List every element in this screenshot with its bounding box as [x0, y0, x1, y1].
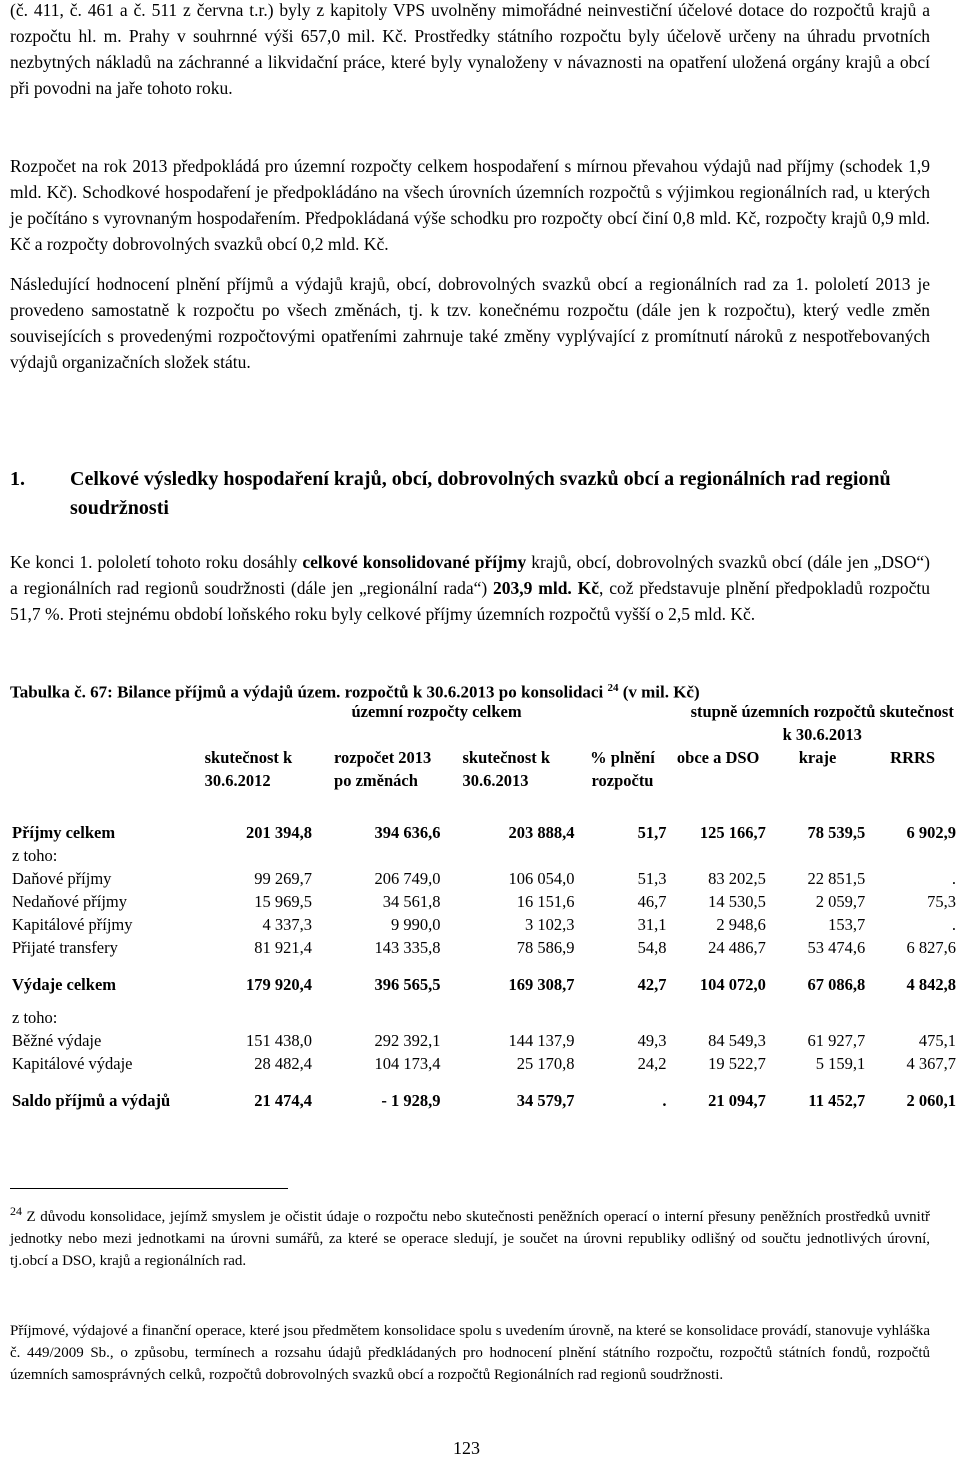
text-run: krajů, obcí, dobrovolných svazků obcí (dále jen „DSO“) a regionálních rad regionů soudržnosti (dále jen „regionální rada“) [10, 552, 930, 598]
table-cell: 3 102,3 [525, 915, 575, 934]
row-label: z toho: [12, 846, 58, 865]
table-cell [768, 996, 867, 1029]
table-cell: 394 636,6 [374, 823, 441, 842]
table-cell: . [951, 869, 956, 888]
table-caption-unit: (v mil. Kč) [618, 682, 700, 702]
table-cell: 5 159,1 [815, 1054, 866, 1073]
table-row [10, 1052, 958, 1075]
table-cell: 51,3 [637, 869, 667, 888]
table-cell: 46,7 [637, 892, 667, 911]
table-cell: 31,1 [637, 915, 667, 934]
footnote-number: 24 [10, 1204, 22, 1218]
table-row [10, 959, 958, 996]
row-label: Daňové příjmy [12, 869, 112, 888]
table-cell: 78 539,5 [807, 823, 866, 842]
table-cell [668, 996, 767, 1029]
table-cell: 25 170,8 [516, 1054, 575, 1073]
table-cell: 21 094,7 [708, 1091, 766, 1110]
table-cell: 206 749,0 [374, 869, 441, 888]
row-label: z toho: [12, 1008, 58, 1027]
paragraph-flood-subsidies: (č. 411, č. 461 a č. 511 z června t.r.) byly z kapitoly VPS uvolněny mimořádné neinvestiční účelové dotace do rozpočtů krajů a rozpočtu hl. m. Prahy v souhrnné výši 657,0 mil. Kč. Prostředky státního rozpočtu byly účelově určeny na úhradu prvotních nezbytných nákladů na záchranné a likvidační práce, které byly vynaloženy v návaznosti na opatření uložená orgány krajů a obcí při povodni na jaře tohoto roku. [10, 0, 930, 98]
table-cell: 143 335,8 [374, 938, 441, 957]
table-row [10, 913, 958, 936]
col-header: % plnění rozpočtu [590, 748, 655, 790]
row-label: Kapitálové výdaje [12, 1054, 133, 1073]
table-cell: 53 474,6 [807, 938, 866, 957]
table-cell: 67 086,8 [807, 975, 866, 994]
table-cell [205, 996, 314, 1029]
table-body [10, 821, 958, 1112]
text-run-bold: celkové konsolidované příjmy [302, 552, 527, 572]
table-cell: 54,8 [637, 938, 667, 957]
table-cell: 19 522,7 [708, 1054, 766, 1073]
table-cell: 2 060,1 [906, 1091, 956, 1110]
text-run: Ke konci 1. pololetí tohoto roku dosáhly [10, 552, 303, 572]
table-cell: 2 059,7 [815, 892, 866, 911]
footnote-text: Z důvodu konsolidace, jejímž smyslem je očistit údaje o rozpočtu nebo skutečnosti peněžních operací o interní přesuny peněžních prostředků uvnitř jednotky nebo mezi jednotkami na úrovni sumářů, za které se operace sledují, je součet na úrovni republiky odlišný od součtu jednotlivých úrovní, tj.obcí a DSO, krajů a regionálních rad. [10, 1209, 930, 1269]
col-header: obce a DSO [676, 748, 760, 767]
table-cell: 75,3 [927, 892, 956, 911]
table-cell: 6 902,9 [906, 823, 956, 842]
table-cell: 51,7 [637, 823, 667, 842]
table-cell: 9 990,0 [391, 915, 441, 934]
table-cell: 2 948,6 [716, 915, 766, 934]
table-cell: 125 166,7 [699, 823, 766, 842]
table-cell: 34 579,7 [516, 1091, 575, 1110]
table-cell: 475,1 [918, 1031, 956, 1050]
table-cell: 21 474,4 [254, 1091, 313, 1110]
row-label: Nedaňové příjmy [12, 892, 128, 911]
table-cell: 4 367,7 [906, 1054, 956, 1073]
table-cell [577, 996, 669, 1029]
table-cell [768, 844, 867, 867]
balance-table [10, 700, 958, 1112]
table-cell: 4 337,3 [262, 915, 313, 934]
table-cell: 83 202,5 [708, 869, 766, 888]
table-cell: 24,2 [637, 1054, 667, 1073]
table-cell: 99 269,7 [254, 869, 313, 888]
table-column-header [10, 746, 958, 821]
paragraph-evaluation-note: Následující hodnocení plnění příjmů a výdajů krajů, obcí, dobrovolných svazků obcí a regionálních rad za 1. pololetí 2013 je provedeno samostatně k rozpočtu po všech změnách, tj. k tzv. konečnému rozpočtu (dále jen k rozpočtu), který vedle změn souvisejících s provedenými rozpočtovými opatřeními zahrnuje také změny vyplývající z promítnutí nároků z nespotřebovaných výdajů organizačních složek státu. [10, 274, 930, 372]
section-title: Celkové výsledky hospodaření krajů, obcí, dobrovolných svazků obcí a regionálních rad regionů soudržnosti [70, 468, 891, 519]
table-cell: 34 561,8 [382, 892, 441, 911]
row-label: Kapitálové příjmy [12, 915, 133, 934]
table-cell: 15 969,5 [254, 892, 313, 911]
table-cell [314, 844, 443, 867]
table-cell: 106 054,0 [508, 869, 575, 888]
col-header: skutečnost k 30.6.2012 [204, 748, 293, 790]
table-row [10, 821, 958, 844]
footnote-separator [10, 1188, 288, 1189]
table-cell: 16 151,6 [516, 892, 575, 911]
table-cell: . [662, 1091, 667, 1110]
table-cell: 49,3 [637, 1031, 667, 1050]
table-cell: - 1 928,9 [381, 1091, 441, 1110]
text-run-bold: 203,9 mld. Kč [493, 578, 600, 598]
table-row [10, 890, 958, 913]
table-row [10, 1075, 958, 1112]
table-cell: 169 308,7 [508, 975, 575, 994]
section-number: 1. [10, 468, 25, 490]
table-cell [443, 844, 577, 867]
table-cell: 201 394,8 [246, 823, 313, 842]
table-cell [867, 996, 958, 1029]
paragraph-consolidated-revenue [10, 549, 930, 627]
table-cell: 42,7 [637, 975, 667, 994]
row-label: Výdaje celkem [12, 975, 117, 994]
table-row [10, 1029, 958, 1052]
col-header: rozpočet 2013 po změnách [334, 748, 432, 790]
table-cell: 11 452,7 [808, 1091, 866, 1110]
table-cell [314, 996, 443, 1029]
table-cell [205, 844, 314, 867]
table-cell: 81 921,4 [254, 938, 313, 957]
table-row [10, 844, 958, 867]
text-run: , což představuje plnění předpokladů rozpočtu 51,7 %. Proti stejnému období loňského roku byly celkové příjmy územních rozpočtů vyšší o 2,5 mld. Kč. [10, 578, 930, 624]
table-cell: 144 137,9 [508, 1031, 575, 1050]
table-cell: 84 549,3 [708, 1031, 766, 1050]
group-header-total: územní rozpočty celkem [351, 702, 522, 721]
table-cell: 203 888,4 [508, 823, 575, 842]
table-cell: 104 173,4 [374, 1054, 441, 1073]
table-row [10, 996, 958, 1029]
section-heading [10, 465, 930, 523]
col-header: skutečnost k 30.6.2013 [462, 748, 551, 790]
table-cell: 22 851,5 [807, 869, 866, 888]
table-row [10, 867, 958, 890]
table-cell: 151 438,0 [246, 1031, 313, 1050]
group-header-levels: stupně územních rozpočtů skutečnost k 30.6.2013 [690, 702, 954, 744]
table-cell: 78 586,9 [516, 938, 575, 957]
table-cell: 104 072,0 [699, 975, 766, 994]
row-label: Saldo příjmů a výdajů [12, 1091, 171, 1110]
footnote-continuation: Příjmové, výdajové a finanční operace, které jsou předmětem konsolidace spolu s uvedením úrovně, na které se konsolidace provádí, stanovuje vyhláška č. 449/2009 Sb., o způsobu, termínech a rozsahu údajů předkládaných pro hodnocení plnění státního rozpočtu, rozpočtů státních fondů, rozpočtů územních samosprávných celků, rozpočtů dobrovolných svazků obcí a rozpočtů Regionálních rad regionů soudržnosti. [10, 1323, 930, 1383]
row-label: Běžné výdaje [12, 1031, 102, 1050]
table-cell: 4 842,8 [906, 975, 956, 994]
table-cell [443, 996, 577, 1029]
col-header: kraje [798, 748, 837, 767]
table-cell: 292 392,1 [374, 1031, 441, 1050]
table-cell: . [951, 915, 956, 934]
page-number: 123 [453, 1438, 480, 1458]
table-cell: 61 927,7 [807, 1031, 866, 1050]
footnote-24 [10, 1200, 930, 1272]
table-cell [668, 844, 767, 867]
col-header: RRRS [890, 748, 936, 767]
table-cell: 179 920,4 [246, 975, 313, 994]
row-label: Přijaté transfery [12, 938, 118, 957]
footnote-ref[interactable]: 24 [607, 682, 619, 694]
table-row [10, 936, 958, 959]
table-cell: 153,7 [828, 915, 866, 934]
table-cell: 14 530,5 [708, 892, 766, 911]
paragraph-budget-2013: Rozpočet na rok 2013 předpokládá pro územní rozpočty celkem hospodaření s mírnou převahou výdajů nad příjmy (schodek 1,9 mld. Kč). Schodkové hospodaření je předpokládáno na všech úrovních územních rozpočtů s výjimkou regionálních rad, u kterých je počítáno s vyrovnaným hospodařením. Předpokládaná výše schodku pro rozpočty obcí činí 0,8 mld. Kč, rozpočty krajů 0,9 mld. Kč a rozpočty dobrovolných svazků obcí 0,2 mld. Kč. [10, 156, 930, 254]
table-cell: 396 565,5 [374, 975, 441, 994]
table-cell: 28 482,4 [254, 1054, 313, 1073]
table-cell [577, 844, 669, 867]
row-label: Příjmy celkem [12, 823, 116, 842]
table-cell [867, 844, 958, 867]
table-caption-text: Tabulka č. 67: Bilance příjmů a výdajů územ. rozpočtů k 30.6.2013 po konsolidaci [10, 682, 604, 702]
table-cell: 6 827,6 [906, 938, 956, 957]
table-cell: 24 486,7 [708, 938, 766, 957]
table-group-header [10, 700, 958, 746]
